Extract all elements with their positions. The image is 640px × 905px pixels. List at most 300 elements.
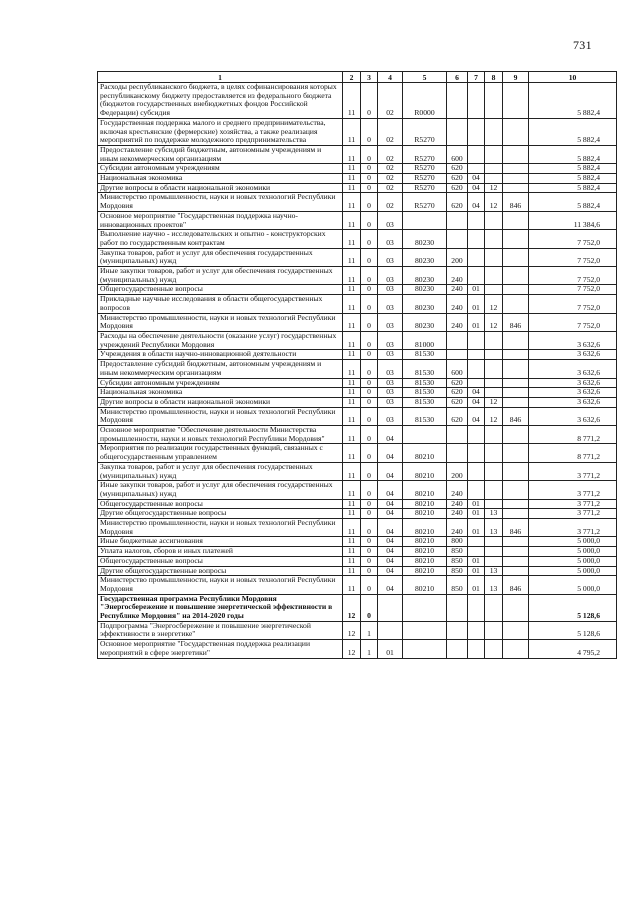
row-code-c7 xyxy=(468,378,485,388)
row-code-c6: 620 xyxy=(447,378,468,388)
row-code-c4: 04 xyxy=(378,499,403,509)
row-code-c7 xyxy=(468,462,485,480)
row-code-c9 xyxy=(503,547,529,557)
row-code-c3: 0 xyxy=(361,350,378,360)
table-row xyxy=(98,547,617,557)
row-code-c4: 04 xyxy=(378,519,403,537)
row-name: Мероприятия по реализации государственных функций, связанных с общегосударственным управлением xyxy=(98,444,343,462)
column-header-6: 6 xyxy=(447,72,468,83)
row-code-c3: 0 xyxy=(361,211,378,229)
row-code-c9: 846 xyxy=(503,193,529,211)
row-code-c8 xyxy=(485,594,503,621)
row-amount: 5 000,0 xyxy=(529,556,617,566)
row-code-c2: 11 xyxy=(343,285,361,295)
row-code-c4: 04 xyxy=(378,444,403,462)
row-code-c2: 12 xyxy=(343,594,361,621)
row-code-c7 xyxy=(468,331,485,349)
row-code-c5: 80230 xyxy=(403,285,447,295)
table-row xyxy=(98,360,617,378)
row-name: Другие вопросы в области национальной экономики xyxy=(98,397,343,407)
row-code-c3: 0 xyxy=(361,267,378,285)
column-header-4: 4 xyxy=(378,72,403,83)
row-code-c2: 11 xyxy=(343,145,361,163)
row-code-c8 xyxy=(485,537,503,547)
row-code-c8: 12 xyxy=(485,313,503,331)
table-row xyxy=(98,174,617,184)
table-row xyxy=(98,183,617,193)
table-row xyxy=(98,313,617,331)
row-code-c5: R5270 xyxy=(403,145,447,163)
row-code-c3: 0 xyxy=(361,594,378,621)
row-code-c7: 04 xyxy=(468,183,485,193)
row-name: Государственная поддержка малого и среднего предпринимательства, включая крестьянские (фермерские) хозяйства, а также реализация мероприятий по поддержке молодежного предпринимательства xyxy=(98,118,343,145)
row-code-c7: 01 xyxy=(468,519,485,537)
row-code-c9 xyxy=(503,248,529,266)
row-name: Министерство промышленности, науки и новых технологий Республики Мордовия xyxy=(98,313,343,331)
row-code-c5: R5270 xyxy=(403,174,447,184)
row-code-c6: 620 xyxy=(447,174,468,184)
row-code-c5: 81530 xyxy=(403,378,447,388)
row-code-c4: 01 xyxy=(378,640,403,658)
row-code-c4 xyxy=(378,594,403,621)
column-header-8: 8 xyxy=(485,72,503,83)
row-code-c9: 846 xyxy=(503,519,529,537)
row-code-c3: 1 xyxy=(361,621,378,639)
row-code-c7: 01 xyxy=(468,576,485,594)
table-row xyxy=(98,331,617,349)
row-code-c5: 81530 xyxy=(403,388,447,398)
row-code-c2: 11 xyxy=(343,499,361,509)
row-code-c7: 04 xyxy=(468,407,485,425)
row-code-c4: 04 xyxy=(378,426,403,444)
row-code-c6 xyxy=(447,211,468,229)
row-code-c7 xyxy=(468,426,485,444)
row-code-c9 xyxy=(503,360,529,378)
row-code-c5: 80210 xyxy=(403,444,447,462)
row-code-c8: 13 xyxy=(485,509,503,519)
table-row xyxy=(98,230,617,248)
row-code-c6 xyxy=(447,640,468,658)
row-code-c8 xyxy=(485,378,503,388)
row-code-c9 xyxy=(503,640,529,658)
row-name: Общегосударственные вопросы xyxy=(98,499,343,509)
row-code-c3: 0 xyxy=(361,499,378,509)
row-code-c3: 0 xyxy=(361,248,378,266)
table-row xyxy=(98,621,617,639)
row-amount: 5 882,4 xyxy=(529,193,617,211)
row-code-c3: 0 xyxy=(361,537,378,547)
row-name: Другие вопросы в области национальной экономики xyxy=(98,183,343,193)
row-code-c6 xyxy=(447,594,468,621)
row-code-c5: R5270 xyxy=(403,193,447,211)
row-name: Прикладные научные исследования в области общегосударственных вопросов xyxy=(98,295,343,313)
row-amount: 5 128,6 xyxy=(529,621,617,639)
row-code-c8: 13 xyxy=(485,566,503,576)
row-name: Закупка товаров, работ и услуг для обеспечения государственных (муниципальных) нужд xyxy=(98,462,343,480)
row-name: Другие общегосударственные вопросы xyxy=(98,566,343,576)
row-amount: 3 632,6 xyxy=(529,331,617,349)
row-code-c5: 81000 xyxy=(403,331,447,349)
row-code-c2: 11 xyxy=(343,230,361,248)
row-name: Закупка товаров, работ и услуг для обеспечения государственных (муниципальных) нужд xyxy=(98,248,343,266)
row-code-c5: 80230 xyxy=(403,248,447,266)
row-code-c3: 0 xyxy=(361,285,378,295)
row-code-c5: R0000 xyxy=(403,83,447,119)
row-code-c5: 80230 xyxy=(403,267,447,285)
row-code-c9: 846 xyxy=(503,407,529,425)
row-code-c5: 80230 xyxy=(403,295,447,313)
row-code-c6: 850 xyxy=(447,566,468,576)
row-code-c7 xyxy=(468,230,485,248)
row-name: Субсидии автономным учреждениям xyxy=(98,164,343,174)
column-header-2: 2 xyxy=(343,72,361,83)
row-code-c7: 01 xyxy=(468,285,485,295)
table-body xyxy=(98,83,617,659)
row-code-c5: 80210 xyxy=(403,547,447,557)
row-code-c7 xyxy=(468,481,485,499)
row-code-c5: 80210 xyxy=(403,509,447,519)
row-code-c9 xyxy=(503,621,529,639)
row-code-c8 xyxy=(485,331,503,349)
row-code-c8 xyxy=(485,621,503,639)
row-code-c9 xyxy=(503,426,529,444)
row-code-c4: 03 xyxy=(378,285,403,295)
row-code-c5: 81530 xyxy=(403,407,447,425)
budget-table xyxy=(97,71,617,659)
row-code-c5: R5270 xyxy=(403,164,447,174)
row-code-c2: 11 xyxy=(343,164,361,174)
row-code-c3: 1 xyxy=(361,640,378,658)
row-amount: 5 882,4 xyxy=(529,174,617,184)
row-name: Основное мероприятие "Государственная поддержка реализации мероприятий в сфере энергетики" xyxy=(98,640,343,658)
row-code-c8 xyxy=(485,164,503,174)
row-code-c8 xyxy=(485,462,503,480)
row-code-c4: 03 xyxy=(378,248,403,266)
row-code-c7: 01 xyxy=(468,556,485,566)
row-code-c9 xyxy=(503,388,529,398)
row-code-c8 xyxy=(485,174,503,184)
row-code-c6 xyxy=(447,331,468,349)
row-code-c5: 80210 xyxy=(403,566,447,576)
row-code-c4: 04 xyxy=(378,556,403,566)
table-row xyxy=(98,388,617,398)
row-code-c6: 200 xyxy=(447,248,468,266)
row-code-c8 xyxy=(485,640,503,658)
row-code-c5: 80210 xyxy=(403,481,447,499)
row-code-c2: 12 xyxy=(343,621,361,639)
row-amount: 3 771,2 xyxy=(529,499,617,509)
table-row xyxy=(98,576,617,594)
row-code-c4: 03 xyxy=(378,397,403,407)
row-code-c3: 0 xyxy=(361,331,378,349)
table-row xyxy=(98,164,617,174)
table-row xyxy=(98,462,617,480)
row-code-c7 xyxy=(468,547,485,557)
row-code-c7 xyxy=(468,267,485,285)
row-code-c3: 0 xyxy=(361,407,378,425)
row-code-c9 xyxy=(503,211,529,229)
table-row xyxy=(98,295,617,313)
row-code-c5: 80230 xyxy=(403,313,447,331)
row-code-c9: 846 xyxy=(503,313,529,331)
row-code-c7 xyxy=(468,594,485,621)
row-code-c4: 02 xyxy=(378,183,403,193)
row-code-c5: 81530 xyxy=(403,350,447,360)
row-code-c2: 11 xyxy=(343,547,361,557)
row-name: Общегосударственные вопросы xyxy=(98,556,343,566)
table-row xyxy=(98,640,617,658)
table-row xyxy=(98,594,617,621)
row-code-c7 xyxy=(468,211,485,229)
row-code-c9 xyxy=(503,145,529,163)
row-code-c7: 01 xyxy=(468,499,485,509)
table-row xyxy=(98,407,617,425)
row-code-c2: 11 xyxy=(343,331,361,349)
row-code-c3: 0 xyxy=(361,481,378,499)
row-code-c5: R5270 xyxy=(403,183,447,193)
row-name: Подпрограмма "Энергосбережение и повышение энергетической эффективности в энергетике" xyxy=(98,621,343,639)
row-amount: 7 752,0 xyxy=(529,248,617,266)
row-code-c7: 04 xyxy=(468,388,485,398)
row-code-c7 xyxy=(468,118,485,145)
table-row xyxy=(98,267,617,285)
row-amount: 8 771,2 xyxy=(529,444,617,462)
row-amount: 3 771,2 xyxy=(529,509,617,519)
row-code-c8 xyxy=(485,83,503,119)
row-code-c2: 11 xyxy=(343,481,361,499)
row-code-c6: 200 xyxy=(447,462,468,480)
row-amount: 5 882,4 xyxy=(529,145,617,163)
table-row xyxy=(98,556,617,566)
row-code-c6 xyxy=(447,350,468,360)
row-code-c6: 620 xyxy=(447,183,468,193)
row-code-c4: 04 xyxy=(378,509,403,519)
row-code-c8 xyxy=(485,499,503,509)
row-name: Выполнение научно - исследовательских и опытно - конструкторских работ по государственным контрактам xyxy=(98,230,343,248)
table-row xyxy=(98,145,617,163)
column-header-5: 5 xyxy=(403,72,447,83)
row-name: Расходы республиканского бюджета, в целях софинансирования которых республиканскому бюджету предоставляется из федерального бюджета (бюджетов государственных внебюджетных фондов Российской Федерации) субсидия xyxy=(98,83,343,119)
table-row xyxy=(98,481,617,499)
row-name: Субсидии автономным учреждениям xyxy=(98,378,343,388)
row-code-c8 xyxy=(485,145,503,163)
row-amount: 5 882,4 xyxy=(529,83,617,119)
row-name: Национальная экономика xyxy=(98,174,343,184)
row-name: Министерство промышленности, науки и новых технологий Республики Мордовия xyxy=(98,576,343,594)
row-amount: 7 752,0 xyxy=(529,267,617,285)
row-code-c5: 80210 xyxy=(403,537,447,547)
row-code-c2: 11 xyxy=(343,83,361,119)
row-code-c3: 0 xyxy=(361,576,378,594)
row-name: Общегосударственные вопросы xyxy=(98,285,343,295)
row-code-c9 xyxy=(503,174,529,184)
row-code-c9 xyxy=(503,378,529,388)
row-code-c7 xyxy=(468,621,485,639)
row-code-c8: 13 xyxy=(485,519,503,537)
row-code-c5: 80210 xyxy=(403,576,447,594)
row-amount: 3 632,6 xyxy=(529,388,617,398)
row-name: Предоставление субсидий бюджетным, автономным учреждениям и иным некоммерческим организациям xyxy=(98,360,343,378)
row-amount: 5 000,0 xyxy=(529,576,617,594)
row-code-c5 xyxy=(403,621,447,639)
row-amount: 3 771,2 xyxy=(529,481,617,499)
row-code-c2: 11 xyxy=(343,509,361,519)
row-code-c9 xyxy=(503,566,529,576)
row-code-c2: 11 xyxy=(343,193,361,211)
table-row xyxy=(98,397,617,407)
table-row xyxy=(98,83,617,119)
row-code-c8 xyxy=(485,481,503,499)
table-row xyxy=(98,509,617,519)
row-code-c6: 620 xyxy=(447,388,468,398)
row-amount: 7 752,0 xyxy=(529,313,617,331)
row-code-c2: 11 xyxy=(343,295,361,313)
row-name: Другие общегосударственные вопросы xyxy=(98,509,343,519)
table-row xyxy=(98,285,617,295)
row-code-c6 xyxy=(447,444,468,462)
row-code-c6: 240 xyxy=(447,509,468,519)
row-code-c7 xyxy=(468,83,485,119)
row-amount: 5 882,4 xyxy=(529,183,617,193)
row-code-c7: 01 xyxy=(468,313,485,331)
row-code-c4: 03 xyxy=(378,295,403,313)
row-code-c3: 0 xyxy=(361,378,378,388)
row-code-c4: 02 xyxy=(378,118,403,145)
row-code-c7 xyxy=(468,145,485,163)
row-code-c9 xyxy=(503,462,529,480)
row-code-c2: 11 xyxy=(343,519,361,537)
row-code-c4: 04 xyxy=(378,547,403,557)
row-code-c3: 0 xyxy=(361,295,378,313)
row-code-c8: 12 xyxy=(485,295,503,313)
row-code-c8 xyxy=(485,350,503,360)
row-code-c8 xyxy=(485,444,503,462)
row-code-c7: 01 xyxy=(468,566,485,576)
table-row xyxy=(98,248,617,266)
row-code-c3: 0 xyxy=(361,230,378,248)
row-code-c9 xyxy=(503,509,529,519)
row-code-c3: 0 xyxy=(361,193,378,211)
row-code-c6: 240 xyxy=(447,481,468,499)
row-code-c9 xyxy=(503,331,529,349)
row-code-c4: 03 xyxy=(378,313,403,331)
row-code-c3: 0 xyxy=(361,519,378,537)
row-code-c9 xyxy=(503,295,529,313)
row-code-c3: 0 xyxy=(361,556,378,566)
row-code-c8: 13 xyxy=(485,576,503,594)
row-code-c3: 0 xyxy=(361,462,378,480)
row-code-c2: 11 xyxy=(343,248,361,266)
row-code-c4: 02 xyxy=(378,164,403,174)
row-code-c3: 0 xyxy=(361,313,378,331)
row-code-c6: 620 xyxy=(447,407,468,425)
row-code-c4: 03 xyxy=(378,360,403,378)
row-amount: 5 128,6 xyxy=(529,594,617,621)
row-code-c4: 02 xyxy=(378,174,403,184)
row-amount: 7 752,0 xyxy=(529,230,617,248)
row-code-c4: 04 xyxy=(378,481,403,499)
row-code-c2: 11 xyxy=(343,407,361,425)
row-code-c5 xyxy=(403,594,447,621)
row-code-c3: 0 xyxy=(361,547,378,557)
row-code-c8 xyxy=(485,248,503,266)
row-code-c2: 11 xyxy=(343,183,361,193)
row-code-c2: 11 xyxy=(343,378,361,388)
row-amount: 4 795,2 xyxy=(529,640,617,658)
row-code-c8 xyxy=(485,285,503,295)
row-code-c5: R5270 xyxy=(403,118,447,145)
row-amount: 3 632,6 xyxy=(529,397,617,407)
row-code-c3: 0 xyxy=(361,397,378,407)
row-code-c5 xyxy=(403,426,447,444)
row-code-c9 xyxy=(503,537,529,547)
table-row xyxy=(98,537,617,547)
row-code-c9 xyxy=(503,118,529,145)
row-code-c2: 11 xyxy=(343,397,361,407)
row-amount: 5 000,0 xyxy=(529,547,617,557)
row-code-c8 xyxy=(485,547,503,557)
row-code-c2: 11 xyxy=(343,444,361,462)
row-code-c3: 0 xyxy=(361,118,378,145)
row-code-c2: 11 xyxy=(343,174,361,184)
row-name: Государственная программа Республики Мордовия "Энергосбережение и повышение энергетической эффективности в Республике Мордовия" на 2014-2020 годы xyxy=(98,594,343,621)
row-code-c6 xyxy=(447,230,468,248)
row-code-c9 xyxy=(503,230,529,248)
row-name: Национальная экономика xyxy=(98,388,343,398)
row-code-c2: 11 xyxy=(343,566,361,576)
table-row xyxy=(98,519,617,537)
row-code-c4: 03 xyxy=(378,407,403,425)
row-code-c7: 01 xyxy=(468,509,485,519)
row-code-c3: 0 xyxy=(361,183,378,193)
row-code-c3: 0 xyxy=(361,566,378,576)
row-code-c3: 0 xyxy=(361,388,378,398)
row-amount: 11 384,6 xyxy=(529,211,617,229)
row-name: Основное мероприятие "Обеспечение деятельности Министерства промышленности, науки и новых технологий Республики Мордовия" xyxy=(98,426,343,444)
row-code-c6: 240 xyxy=(447,499,468,509)
row-code-c2: 12 xyxy=(343,640,361,658)
row-code-c8: 12 xyxy=(485,397,503,407)
row-code-c4: 03 xyxy=(378,267,403,285)
column-header-3: 3 xyxy=(361,72,378,83)
row-code-c8 xyxy=(485,556,503,566)
row-code-c4: 02 xyxy=(378,193,403,211)
row-code-c5: 80230 xyxy=(403,230,447,248)
row-code-c9 xyxy=(503,267,529,285)
table-row xyxy=(98,118,617,145)
row-code-c6: 850 xyxy=(447,547,468,557)
row-code-c4: 04 xyxy=(378,462,403,480)
row-code-c6 xyxy=(447,426,468,444)
row-amount: 8 771,2 xyxy=(529,426,617,444)
row-code-c2: 11 xyxy=(343,350,361,360)
row-name: Министерство промышленности, науки и новых технологий Республики Мордовия xyxy=(98,193,343,211)
row-code-c4: 03 xyxy=(378,331,403,349)
row-code-c4: 04 xyxy=(378,537,403,547)
row-code-c2: 11 xyxy=(343,462,361,480)
row-code-c9 xyxy=(503,556,529,566)
row-code-c7: 04 xyxy=(468,174,485,184)
row-code-c4 xyxy=(378,621,403,639)
row-code-c7: 04 xyxy=(468,397,485,407)
row-amount: 7 752,0 xyxy=(529,295,617,313)
table-row xyxy=(98,350,617,360)
table-row xyxy=(98,193,617,211)
row-code-c8 xyxy=(485,230,503,248)
row-code-c9 xyxy=(503,164,529,174)
row-code-c6: 240 xyxy=(447,267,468,285)
row-code-c9 xyxy=(503,183,529,193)
